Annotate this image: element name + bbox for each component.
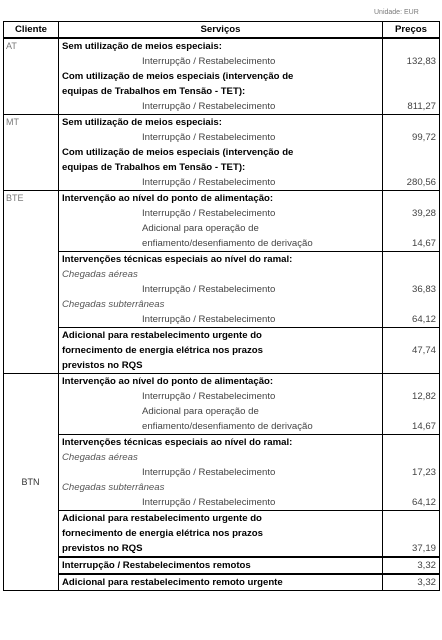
table-row <box>4 252 440 268</box>
table-row <box>4 267 440 282</box>
service-subheading: Chegadas subterrâneas <box>59 480 383 495</box>
table-row <box>4 465 440 480</box>
table-row <box>4 191 440 207</box>
table-row <box>4 312 440 328</box>
table-row <box>4 526 440 541</box>
table-row <box>4 84 440 99</box>
price-cell: 39,28 <box>383 206 440 221</box>
service-subheading: Chegadas subterrâneas <box>59 297 383 312</box>
table-row <box>4 343 440 358</box>
service-heading: Intervenções técnicas especiais ao nível do ramal: <box>59 435 383 451</box>
service-subheading: Chegadas aéreas <box>59 267 383 282</box>
client-cell-at: AT <box>4 38 59 115</box>
table-row <box>4 450 440 465</box>
price-cell <box>383 160 440 175</box>
table-row <box>4 404 440 419</box>
table-row <box>4 480 440 495</box>
table-row <box>4 557 440 574</box>
service-heading: Adicional para restabelecimento urgente do <box>59 511 383 527</box>
table-row <box>4 175 440 191</box>
table-row <box>4 130 440 145</box>
price-cell: 99,72 <box>383 130 440 145</box>
service-heading: fornecimento de energia elétrica nos prazos <box>59 343 383 358</box>
price-cell: 3,32 <box>383 557 440 574</box>
price-cell: 280,56 <box>383 175 440 191</box>
service-item: Interrupção / Restabelecimento <box>59 495 383 511</box>
price-cell <box>383 450 440 465</box>
service-item: Interrupção / Restabelecimento <box>59 175 383 191</box>
price-cell: 64,12 <box>383 312 440 328</box>
price-cell <box>383 38 440 54</box>
service-heading: Com utilização de meios especiais (intervenção de <box>59 145 383 160</box>
service-item: enfiamento/desenfiamento de derivação <box>59 419 383 435</box>
table-row <box>4 358 440 374</box>
service-heading: Intervenção ao nível do ponto de alimentação: <box>59 374 383 390</box>
price-cell <box>383 297 440 312</box>
price-cell <box>383 480 440 495</box>
service-heading: Intervenção ao nível do ponto de alimentação: <box>59 191 383 207</box>
table-row <box>4 99 440 115</box>
price-cell <box>383 526 440 541</box>
table-header-row <box>4 22 440 39</box>
price-cell <box>383 84 440 99</box>
service-heading: Sem utilização de meios especiais: <box>59 115 383 131</box>
price-cell <box>383 404 440 419</box>
table-row <box>4 54 440 69</box>
price-cell: 132,83 <box>383 54 440 69</box>
service-heading: Com utilização de meios especiais (intervenção de <box>59 69 383 84</box>
service-item: Interrupção / Restabelecimento <box>59 99 383 115</box>
table-row <box>4 282 440 297</box>
table-row <box>4 541 440 557</box>
price-cell <box>383 221 440 236</box>
table-row <box>4 38 440 54</box>
price-cell <box>383 511 440 527</box>
table-row <box>4 435 440 451</box>
price-cell <box>383 435 440 451</box>
table-row <box>4 115 440 131</box>
service-item: Adicional para operação de <box>59 221 383 236</box>
prices-header: Preços <box>383 22 440 39</box>
table-row <box>4 69 440 84</box>
service-item: Interrupção / Restabelecimento <box>59 282 383 297</box>
services-header: Serviços <box>59 22 383 39</box>
table-row <box>4 297 440 312</box>
table-row <box>4 206 440 221</box>
client-cell-mt: MT <box>4 115 59 191</box>
service-heading: equipas de Trabalhos em Tensão - TET): <box>59 160 383 175</box>
price-cell <box>383 69 440 84</box>
service-heading: Interrupção / Restabelecimentos remotos <box>59 557 383 574</box>
price-cell <box>383 374 440 390</box>
price-cell: 17,23 <box>383 465 440 480</box>
price-cell <box>383 328 440 344</box>
price-cell: 12,82 <box>383 389 440 404</box>
unit-label: Unidade: EUR <box>374 9 419 16</box>
service-heading: Adicional para restabelecimento urgente do <box>59 328 383 344</box>
price-cell: 37,19 <box>383 541 440 557</box>
table-row <box>4 574 440 591</box>
price-cell <box>383 145 440 160</box>
table-row <box>4 328 440 344</box>
price-cell <box>383 115 440 131</box>
table-row <box>4 221 440 236</box>
service-item: Interrupção / Restabelecimento <box>59 206 383 221</box>
table-row <box>4 419 440 435</box>
price-cell: 14,67 <box>383 419 440 435</box>
service-item: enfiamento/desenfiamento de derivação <box>59 236 383 252</box>
service-item: Interrupção / Restabelecimento <box>59 54 383 69</box>
table-row <box>4 511 440 527</box>
service-item: Interrupção / Restabelecimento <box>59 389 383 404</box>
price-cell: 3,32 <box>383 574 440 591</box>
service-heading: Adicional para restabelecimento remoto urgente <box>59 574 383 591</box>
price-cell: 811,27 <box>383 99 440 115</box>
price-cell: 14,67 <box>383 236 440 252</box>
price-cell: 47,74 <box>383 343 440 358</box>
price-cell <box>383 358 440 374</box>
service-heading: previstos no RQS <box>59 541 383 557</box>
client-cell-bte: BTE <box>4 191 59 374</box>
price-cell <box>383 191 440 207</box>
service-item: Interrupção / Restabelecimento <box>59 130 383 145</box>
client-cell-btn: BTN <box>4 374 59 591</box>
price-cell: 64,12 <box>383 495 440 511</box>
table-row <box>4 236 440 252</box>
table-row <box>4 145 440 160</box>
price-table <box>3 21 440 591</box>
service-item: Adicional para operação de <box>59 404 383 419</box>
service-heading: previstos no RQS <box>59 358 383 374</box>
service-item: Interrupção / Restabelecimento <box>59 465 383 480</box>
service-item: Interrupção / Restabelecimento <box>59 312 383 328</box>
client-header: Cliente <box>4 22 59 39</box>
service-heading: Intervenções técnicas especiais ao nível do ramal: <box>59 252 383 268</box>
service-subheading: Chegadas aéreas <box>59 450 383 465</box>
table-row <box>4 160 440 175</box>
price-cell <box>383 252 440 268</box>
price-cell: 36,83 <box>383 282 440 297</box>
service-heading: Sem utilização de meios especiais: <box>59 38 383 54</box>
table-row <box>4 389 440 404</box>
table-row <box>4 374 440 390</box>
service-heading: fornecimento de energia elétrica nos prazos <box>59 526 383 541</box>
price-cell <box>383 267 440 282</box>
table-row <box>4 495 440 511</box>
service-heading: equipas de Trabalhos em Tensão - TET): <box>59 84 383 99</box>
